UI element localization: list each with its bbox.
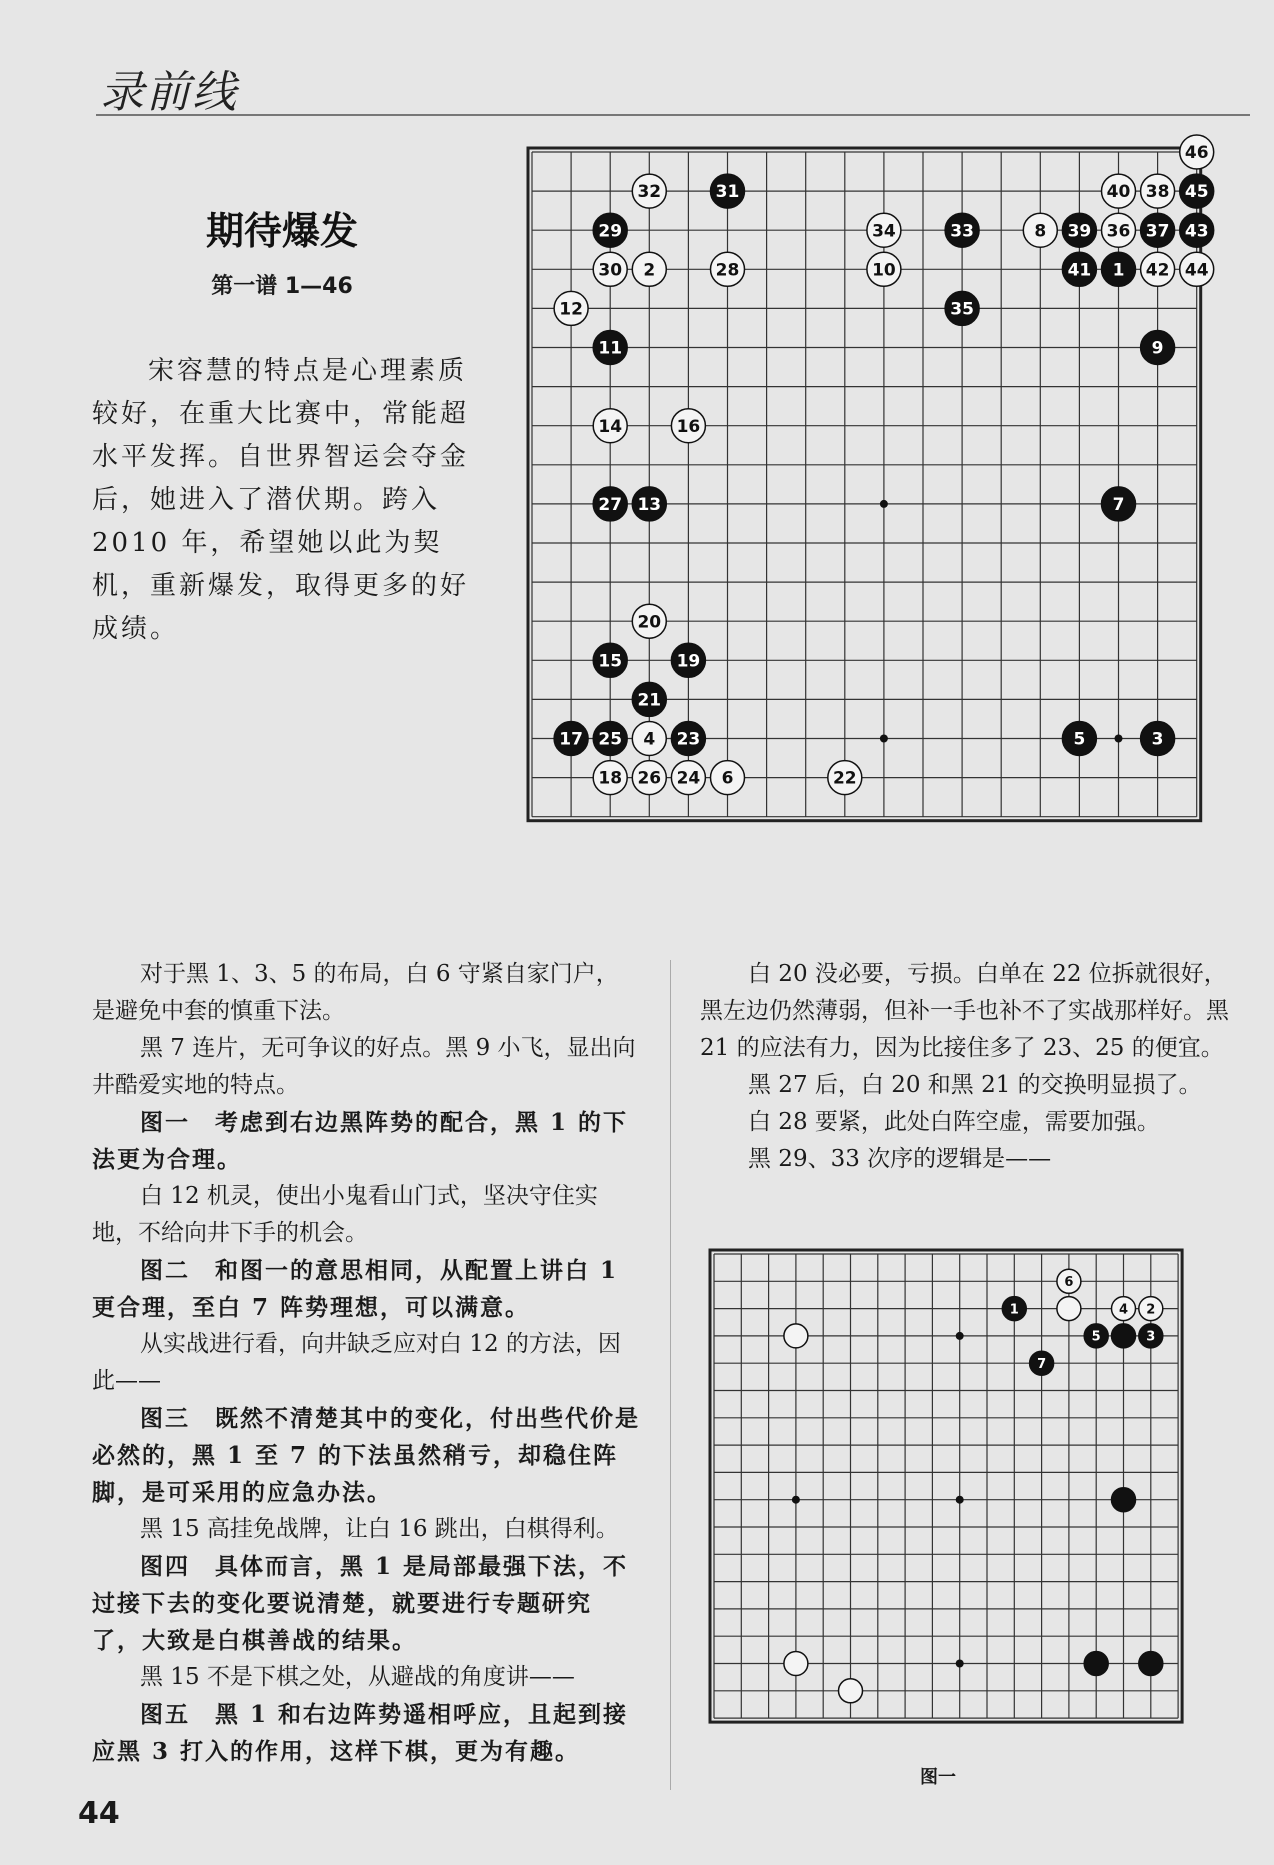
black-stone	[593, 331, 627, 365]
commentary-paragraph: 白 20 没必要，亏损。白单在 22 位拆就很好，黑左边仍然薄弱，但补一手也补不了实战那样好。黑 21 的应法有力，因为比接住多了 23、25 的便宜。	[700, 961, 1229, 1061]
figure-note-paragraph: 图四 具体而言，黑 1 是局部最强下法，不过接下去的变化要说清楚，就要进行专题研究了，大致是白棋善战的结果。	[92, 1553, 629, 1654]
move-number: 18	[598, 768, 623, 789]
black-stone	[1141, 722, 1175, 756]
black-stone	[1141, 213, 1175, 247]
white-stone	[867, 213, 901, 247]
move-number: 32	[637, 182, 662, 203]
black-stone	[632, 487, 666, 521]
commentary-paragraph: 白 12 机灵，使出小鬼看山门式，坚决守住实地，不给向井下手的机会。	[92, 1183, 598, 1246]
left-text-column	[92, 956, 640, 1770]
figure-note-paragraph: 图一 考虑到右边黑阵势的配合，黑 1 的下法更为合理。	[92, 1109, 629, 1173]
header-divider	[96, 114, 1250, 116]
star-point	[956, 1660, 964, 1668]
black-stone	[632, 682, 666, 716]
black-stone	[1084, 1652, 1108, 1676]
black-stone	[593, 643, 627, 677]
move-number: 1	[1009, 1302, 1019, 1318]
move-number: 12	[559, 299, 583, 320]
move-number: 23	[676, 729, 701, 750]
move-number: 4	[1118, 1302, 1129, 1318]
move-number: 21	[637, 690, 662, 711]
move-number: 46	[1184, 143, 1209, 164]
black-stone	[1002, 1297, 1026, 1321]
commentary-paragraph: 黑 29、33 次序的逻辑是——	[748, 1146, 1052, 1172]
move-number: 5	[1073, 729, 1086, 750]
move-number: 16	[676, 416, 701, 437]
star-point	[880, 500, 888, 508]
figure-caption: 图一	[920, 1767, 956, 1788]
white-stone	[867, 252, 901, 286]
figure-note-paragraph: 图二 和图一的意思相同，从配置上讲白 1 更合理，至白 7 阵势理想，可以满意。	[92, 1257, 619, 1321]
move-number: 31	[715, 182, 740, 203]
move-number: 38	[1145, 182, 1170, 203]
commentary-paragraph: 黑 7 连片，无可争议的好点。黑 9 小飞，显出向井酷爱实地的特点。	[92, 1035, 636, 1098]
move-number: 25	[598, 729, 623, 750]
move-number: 3	[1146, 1329, 1156, 1345]
black-stone	[1112, 1324, 1136, 1348]
move-number: 45	[1184, 182, 1209, 203]
move-number: 1	[1112, 260, 1125, 281]
white-stone	[632, 761, 666, 795]
move-number: 5	[1091, 1329, 1101, 1345]
move-number: 7	[1112, 495, 1125, 516]
black-stone	[1084, 1324, 1108, 1348]
black-stone	[1141, 331, 1175, 365]
move-number: 36	[1106, 221, 1131, 242]
move-number: 13	[637, 495, 662, 516]
black-stone	[1062, 722, 1096, 756]
move-number: 7	[1037, 1356, 1047, 1372]
main-go-board-diagram	[526, 142, 1236, 862]
white-stone	[593, 252, 627, 286]
black-stone	[593, 213, 627, 247]
commentary-paragraph: 从实战进行看，向井缺乏应对白 12 的方法，因此——	[92, 1331, 621, 1394]
commentary-paragraph: 黑 27 后，白 20 和黑 21 的交换明显损了。	[748, 1072, 1202, 1098]
move-number: 6	[721, 768, 734, 789]
white-stone	[1023, 213, 1057, 247]
right-text-column	[700, 956, 1248, 1178]
black-stone	[671, 643, 705, 677]
white-stone	[671, 409, 705, 443]
move-number: 24	[676, 768, 701, 789]
move-number: 2	[1146, 1302, 1156, 1318]
article-title: 期待爆发	[205, 209, 358, 253]
white-stone	[711, 252, 745, 286]
white-stone	[1141, 174, 1175, 208]
move-number: 26	[637, 768, 662, 789]
white-stone	[784, 1652, 808, 1676]
black-stone	[1030, 1351, 1054, 1375]
white-stone	[632, 722, 666, 756]
move-number: 19	[676, 651, 701, 672]
black-stone	[1139, 1652, 1163, 1676]
white-stone	[554, 291, 588, 325]
white-stone	[632, 252, 666, 286]
white-stone	[593, 761, 627, 795]
move-number: 27	[598, 495, 623, 516]
move-number: 14	[598, 416, 623, 437]
white-stone	[1112, 1297, 1136, 1321]
star-point	[1115, 735, 1123, 743]
commentary-paragraph: 对于黑 1、3、5 的布局，白 6 守紧自家门户，是避免中套的慎重下法。	[92, 961, 619, 1024]
white-stone	[632, 174, 666, 208]
move-number: 30	[598, 260, 623, 281]
move-number: 2	[643, 260, 656, 281]
figure-note-paragraph: 图三 既然不清楚其中的变化，付出些代价是必然的，黑 1 至 7 的下法虽然稍亏，却稳住阵脚，是可采用的应急办法。	[92, 1405, 640, 1506]
white-stone	[1141, 252, 1175, 286]
page-header-title: 录前线	[100, 67, 238, 118]
move-number: 29	[598, 221, 623, 242]
page-number: 44	[78, 1796, 120, 1831]
white-stone	[828, 761, 862, 795]
move-number: 6	[1064, 1274, 1074, 1290]
move-number: 40	[1106, 182, 1131, 203]
move-number: 41	[1067, 260, 1092, 281]
black-stone	[671, 722, 705, 756]
move-number: 42	[1145, 260, 1170, 281]
figure-note-paragraph: 图五 黑 1 和右边阵势遥相呼应，且起到接应黑 3 打入的作用，这样下棋，更为有趣。	[92, 1701, 629, 1765]
white-stone	[671, 761, 705, 795]
white-stone	[1139, 1297, 1163, 1321]
white-stone	[839, 1679, 863, 1703]
star-point	[792, 1496, 800, 1504]
white-stone	[1057, 1297, 1081, 1321]
move-number: 44	[1184, 260, 1209, 281]
commentary-paragraph: 黑 15 高挂免战牌，让白 16 跳出，白棋得利。	[140, 1516, 619, 1542]
black-stone	[1112, 1488, 1136, 1512]
white-stone	[593, 409, 627, 443]
intro-section	[92, 200, 472, 651]
star-point	[956, 1496, 964, 1504]
black-stone	[1062, 252, 1096, 286]
figure-one-go-board	[708, 1248, 1208, 1748]
move-number: 39	[1067, 221, 1092, 242]
commentary-paragraph: 黑 15 不是下棋之处，从避战的角度讲——	[140, 1664, 575, 1690]
move-number: 11	[598, 338, 623, 359]
black-stone	[593, 722, 627, 756]
move-number: 43	[1184, 221, 1209, 242]
white-stone	[1102, 213, 1136, 247]
move-number: 8	[1034, 221, 1047, 242]
black-stone	[1139, 1324, 1163, 1348]
move-number: 15	[598, 651, 623, 672]
black-stone	[1062, 213, 1096, 247]
move-number: 35	[950, 299, 974, 320]
move-number: 9	[1151, 338, 1164, 359]
column-divider	[670, 960, 671, 1790]
move-number: 4	[643, 729, 656, 750]
white-stone	[1102, 174, 1136, 208]
black-stone	[593, 487, 627, 521]
commentary-paragraph: 白 28 要紧，此处白阵空虚，需要加强。	[748, 1109, 1160, 1135]
black-stone	[1102, 252, 1136, 286]
black-stone	[554, 722, 588, 756]
move-number: 22	[832, 768, 857, 789]
move-number: 20	[637, 612, 662, 633]
star-point	[880, 735, 888, 743]
move-number: 37	[1145, 221, 1170, 242]
black-stone	[945, 291, 979, 325]
move-number: 28	[715, 260, 740, 281]
white-stone	[784, 1324, 808, 1348]
game-record-subtitle: 第一谱 1—46	[211, 274, 353, 299]
black-stone	[1102, 487, 1136, 521]
move-number: 17	[559, 729, 583, 750]
white-stone	[1180, 135, 1214, 169]
white-stone	[1057, 1269, 1081, 1293]
move-number: 34	[872, 221, 896, 242]
move-number: 10	[872, 260, 896, 281]
intro-paragraph: 宋容慧的特点是心理素质较好，在重大比赛中，常能超水平发挥。自世界智运会夺金后，她进入了潜伏期。跨入 2010 年，希望她以此为契机，重新爆发，取得更多的好成绩。	[92, 356, 470, 644]
black-stone	[1180, 213, 1214, 247]
black-stone	[945, 213, 979, 247]
black-stone	[1180, 174, 1214, 208]
black-stone	[711, 174, 745, 208]
move-number: 33	[950, 221, 974, 242]
white-stone	[1180, 252, 1214, 286]
board-frame	[710, 1250, 1182, 1722]
white-stone	[711, 761, 745, 795]
board-frame	[528, 148, 1201, 821]
move-number: 3	[1151, 729, 1164, 750]
star-point	[956, 1332, 964, 1340]
white-stone	[632, 604, 666, 638]
